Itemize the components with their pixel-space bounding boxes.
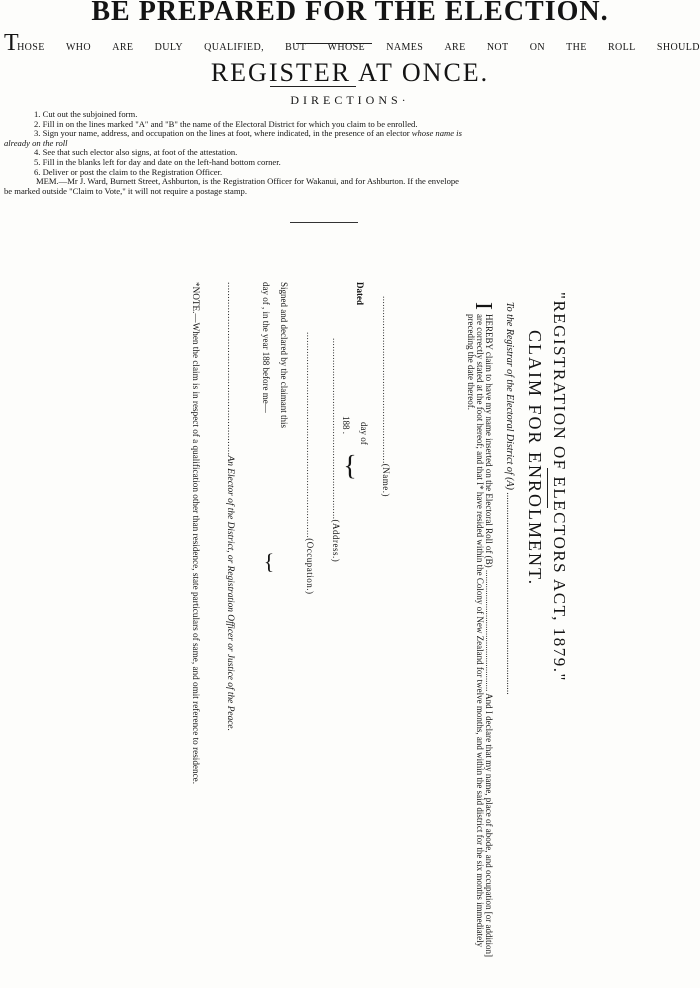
drop-initial: I xyxy=(470,302,496,310)
notice-word-3: ARE xyxy=(112,42,134,53)
notice-word-9: ARE xyxy=(444,42,466,53)
direction-5: 5. Fill in the blanks left for day and date on the left-hand bottom corner. xyxy=(34,156,281,167)
directions-list xyxy=(4,110,700,196)
direction-6: 6. Deliver or post the claim to the Registration Officer. xyxy=(34,166,223,177)
occupation-field: ...........................................................................(Occupation.) xyxy=(305,332,315,595)
dated-label: Dated xyxy=(355,282,365,305)
notice-word-10: NOT xyxy=(486,42,509,53)
signed-declared-label: Signed and declared by the claimant this xyxy=(279,282,289,428)
brace: } xyxy=(263,551,275,577)
direction-4: 4. See that such elector also signs, at foot of the attestation. xyxy=(34,147,238,158)
register-heading: REGISTER AT ONCE. xyxy=(210,58,490,87)
title-rule xyxy=(547,468,548,508)
underline-rule xyxy=(270,86,356,87)
direction-1: 1. Cut out the subjoined form. xyxy=(34,109,138,119)
direction-3: 3. Sign your name, address, and occupation on the lines at foot, where indicated, in the presence of an elector whose name is xyxy=(34,128,462,139)
attestation-date-line: day of , in the year 188 before me— xyxy=(261,282,271,413)
notice-word-4: DULY xyxy=(154,42,183,53)
notice-word-1: THOSE xyxy=(4,30,45,56)
witness-line: .............................................................An Elector of the District, or Registration Officer or Justice of the Peace. xyxy=(225,282,235,731)
notice-word-8: NAMES xyxy=(386,42,424,53)
underline-rule xyxy=(296,43,372,44)
memo-cont: be marked outside "Claim to Vote," it will not require a postage stamp. xyxy=(4,185,247,196)
section-separator xyxy=(290,222,358,223)
direction-2: 2. Fill in on the lines marked "A" and "B" the name of the Electoral District for which you claim to be enrolled. xyxy=(34,118,418,129)
notice-word-5: QUALIFIED, xyxy=(204,42,264,53)
notice-word-2: WHO xyxy=(65,42,92,53)
form-title: "REGISTRATION OF ELECTORS ACT, 1879." xyxy=(550,292,569,682)
address-field: ..................................................................(Address.) xyxy=(331,338,341,563)
notice-word-11: ON xyxy=(529,42,545,53)
notice-word-14: SHOULD xyxy=(656,42,700,53)
day-of-label: day of xyxy=(359,422,369,445)
enrolment-claim-form xyxy=(156,282,576,972)
direction-3-cont: already on the roll xyxy=(4,137,68,148)
claim-declaration: I HEREBY claim to have my name inserted on the Electoral Roll of (B) ...................................................... And I declare that my name, place of abode, and occupation [or addition] are correctly stated at the foot hereof; and that I* have resided within the Colony of New Zealand for twelve months, and within the said district for the six months immediately preceding the date thereof. xyxy=(466,302,496,957)
form-subtitle: CLAIM FOR ENROLMENT. xyxy=(525,330,545,587)
headline: BE PREPARED FOR THE ELECTION. xyxy=(91,0,609,27)
notice-word-6: BUT xyxy=(285,42,307,53)
directions-title: DIRECTIONS· xyxy=(290,93,410,107)
qualification-notice xyxy=(4,30,700,56)
brace: } xyxy=(343,451,357,483)
name-field: .............................................................(Name.) xyxy=(381,296,391,497)
year-label: 188 . xyxy=(341,416,351,434)
notice-word-12: THE xyxy=(566,42,587,53)
footnote: *NOTE.—When the claim is in respect of a qualification other than residence, state particulars of same, and omit reference to residence. xyxy=(191,282,201,785)
drop-cap: T xyxy=(4,30,20,56)
notice-word-13: ROLL xyxy=(607,42,636,53)
notice-word-7: WHOSE xyxy=(327,42,366,53)
registrar-address-line: To the Registrar of the Electoral District of (A) ................................................................................. xyxy=(504,302,515,695)
memo: MEM.—Mr J. Ward, Burnett Street, Ashburton, is the Registration Officer for Wakanui, and for Ashburton. If the envelope xyxy=(36,176,459,187)
